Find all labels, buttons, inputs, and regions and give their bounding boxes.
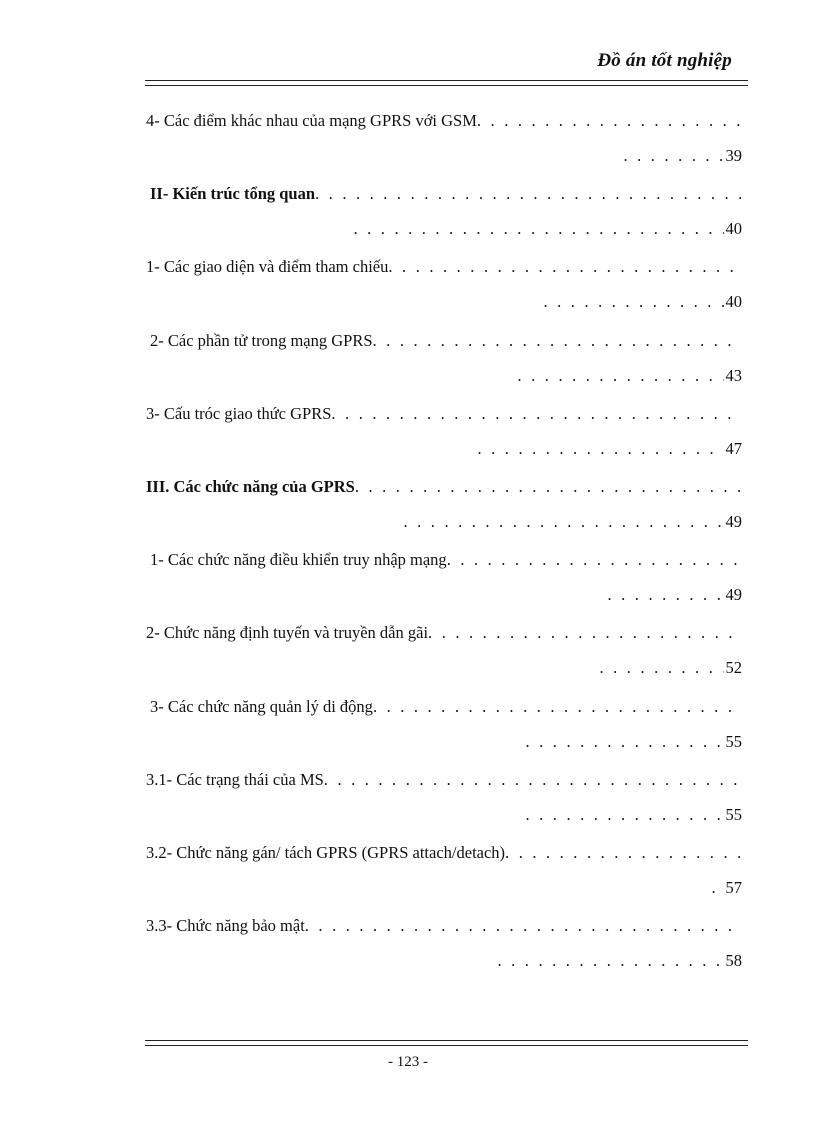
toc-entry-page-number: 52 bbox=[725, 658, 742, 678]
page-number: - 123 - bbox=[388, 1054, 428, 1070]
toc-dot-leader bbox=[315, 183, 742, 205]
toc-dot-leader bbox=[544, 291, 724, 313]
toc-entry-title-line bbox=[146, 476, 742, 498]
header-title: Đồ án tốt nghiệp bbox=[597, 50, 732, 71]
toc-entry bbox=[0, 476, 816, 550]
toc-dot-leader bbox=[608, 584, 724, 606]
toc-dot-leader bbox=[354, 218, 724, 240]
toc-entry-title-line bbox=[146, 403, 742, 425]
toc-entry-page-number: 39 bbox=[725, 146, 742, 165]
toc-entry-page-number: 55 bbox=[725, 804, 742, 824]
toc-entry bbox=[0, 622, 816, 696]
toc-entry-label: 2- Chức năng định tuyến và truyền dẫn gãi bbox=[146, 623, 429, 643]
toc-entry-page-line bbox=[624, 145, 743, 167]
toc-dot-leader bbox=[447, 549, 742, 571]
toc-dot-leader bbox=[428, 622, 742, 644]
toc-entry-title-line bbox=[146, 256, 742, 278]
toc-entry-title-line bbox=[146, 915, 742, 937]
toc-entry bbox=[0, 696, 816, 770]
toc-entry bbox=[0, 110, 816, 184]
toc-entry-label: III. Các chức năng của GPRS bbox=[146, 477, 355, 496]
toc-entry-page-number: 43 bbox=[725, 365, 742, 385]
toc-entry-title-line bbox=[146, 110, 742, 132]
toc-entry-page-line bbox=[608, 584, 743, 606]
toc-entry-label: 3.2- Chức năng gán/ tách GPRS (GPRS attach/detach) bbox=[146, 843, 506, 862]
toc-dot-leader bbox=[477, 110, 742, 132]
toc-entry-label: 3.3- Chức năng bảo mật bbox=[146, 916, 305, 936]
toc-dot-leader bbox=[518, 365, 724, 387]
toc-entry bbox=[0, 915, 816, 989]
toc-dot-leader bbox=[526, 731, 724, 753]
toc-entry-title-line bbox=[150, 330, 742, 352]
toc-entry-page-line bbox=[478, 438, 743, 460]
toc-entry-title-line bbox=[150, 183, 742, 205]
toc-entry-page-number: 58 bbox=[725, 951, 742, 971]
toc-dot-leader bbox=[712, 877, 724, 899]
toc-entry bbox=[0, 330, 816, 404]
toc-dot-leader bbox=[526, 804, 724, 826]
toc-dot-leader bbox=[498, 950, 724, 972]
toc-dot-leader bbox=[388, 256, 742, 278]
toc-entry-page-number: 40 bbox=[725, 292, 742, 312]
toc-entry bbox=[0, 403, 816, 477]
toc-entry-page-number: 49 bbox=[725, 512, 742, 531]
toc-entry-label: 3- Các chức năng quản lý di động bbox=[150, 696, 373, 716]
toc-entry-label: 4- Các điểm khác nhau của mạng GPRS với GSM bbox=[146, 111, 477, 130]
toc-entry-title-line bbox=[146, 622, 742, 644]
toc-dot-leader bbox=[331, 403, 742, 425]
toc-dot-leader bbox=[624, 145, 724, 167]
footer-rule-bottom bbox=[145, 1045, 748, 1046]
toc-entry-label: 3.1- Các trạng thái của MS bbox=[146, 769, 324, 789]
toc-entry-page-number: 57 bbox=[725, 878, 742, 897]
toc-dot-leader bbox=[373, 330, 742, 352]
toc-entry-title-line bbox=[146, 769, 742, 791]
toc-entry bbox=[0, 256, 816, 330]
toc-dot-leader bbox=[373, 696, 742, 718]
toc-entry-page-line bbox=[518, 365, 743, 387]
toc-entry-page-number: 49 bbox=[725, 585, 742, 605]
toc-dot-leader bbox=[305, 915, 742, 937]
toc-entry bbox=[0, 549, 816, 623]
toc-entry-page-line bbox=[526, 731, 743, 753]
toc-entry-page-number: 55 bbox=[725, 731, 742, 751]
toc-entry-page-line bbox=[526, 804, 743, 826]
toc-entry-page-line bbox=[600, 657, 743, 679]
toc-entry bbox=[0, 183, 816, 257]
toc-dot-leader bbox=[478, 438, 724, 460]
toc-entry-label: II- Kiến trúc tổng quan bbox=[150, 184, 316, 204]
toc-dot-leader bbox=[355, 476, 742, 498]
toc-entry bbox=[0, 842, 816, 916]
toc-entry-page-number: 47 bbox=[725, 438, 742, 458]
toc-dot-leader bbox=[324, 769, 742, 791]
toc-entry-page-line bbox=[544, 291, 743, 313]
toc-entry-label: 2- Các phần tử trong mạng GPRS bbox=[150, 330, 373, 350]
toc-entry-label: 3- Cấu tróc giao thức GPRS bbox=[146, 403, 332, 423]
toc-entry-title-line bbox=[146, 842, 742, 864]
toc-entry-title-line bbox=[150, 549, 742, 571]
toc-entry bbox=[0, 769, 816, 843]
toc-entry-page-line bbox=[404, 511, 743, 533]
toc-entry-page-line bbox=[498, 950, 743, 972]
toc-dot-leader bbox=[404, 511, 724, 533]
footer-rule-top bbox=[145, 1040, 748, 1041]
toc-entry-page-number: 40 bbox=[725, 219, 742, 239]
toc-dot-leader bbox=[600, 657, 724, 679]
toc-entry-title-line bbox=[150, 696, 742, 718]
toc-dot-leader bbox=[505, 842, 742, 864]
toc-entry-label: 1- Các chức năng điều khiển truy nhập mạng bbox=[150, 550, 447, 570]
toc-entry-page-line bbox=[354, 218, 743, 240]
toc-entry-page-line bbox=[712, 877, 743, 899]
toc-entry-label: 1- Các giao diện và điểm tham chiếu bbox=[146, 257, 389, 277]
